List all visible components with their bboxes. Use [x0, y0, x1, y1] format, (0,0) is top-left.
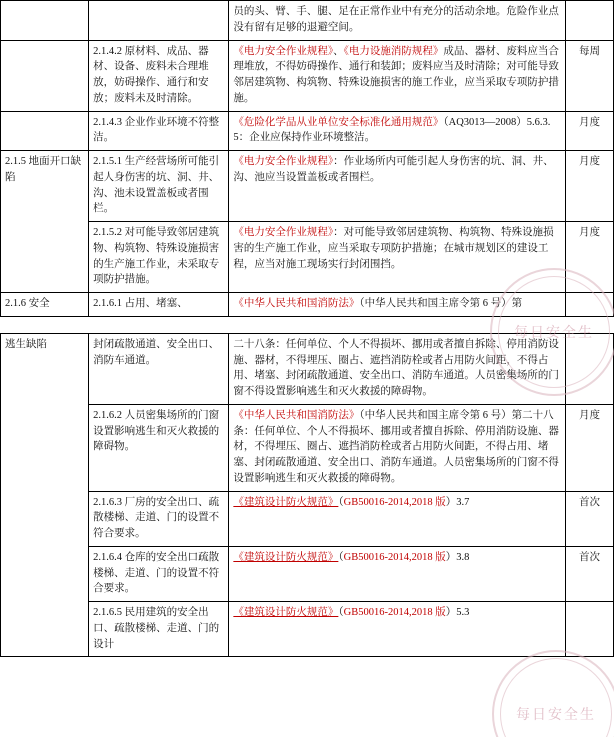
cell-frequency: 每周: [565, 40, 613, 111]
cell-category: 逃生缺陷: [1, 333, 89, 657]
cell-content: 员的头、臂、手、腿、足在正常作业中有充分的活动余地。危险作业点没有留有足够的退避空间。: [229, 1, 566, 41]
table-row: [1, 546, 614, 601]
table-row: [1, 151, 614, 222]
cell-item: 2.1.5.2 对可能导致邻居建筑物、构筑物、特殊设施损害的生产施工作业，未采取专项防护措施。: [89, 222, 229, 293]
cell-frequency: [565, 293, 613, 317]
cell-item: 2.1.4.3 企业作业环境不符整洁。: [89, 111, 229, 151]
cell-frequency: 月度: [565, 111, 613, 151]
cell-content: 《电力安全作业规程》：作业场所内可能引起人身伤害的坑、洞、井、沟、池应当设置盖板或者围栏。: [229, 151, 566, 222]
cell-category: [1, 111, 89, 151]
cell-category: 2.1.5 地面开口缺陷: [1, 151, 89, 293]
cell-content: 《建筑设计防火规范》（GB50016-2014,2018 版）3.7: [229, 491, 566, 546]
checklist-table-top: [0, 0, 614, 317]
cell-content: 《危险化学品从业单位安全标准化通用规范》（AQ3013—2008）5.6.3.5：企业应保持作业环境整洁。: [229, 111, 566, 151]
cell-frequency: [565, 1, 613, 41]
cell-content: 《电力安全作业规程》、《电力设施消防规程》成品、器材、废料应当合理堆放，不得妨碍操作、通行和装卸；废料应当及时清除；对可能导致邻居建筑物、构筑物、特殊设施损害的施工作业，应当采取专项防护措施。: [229, 40, 566, 111]
stamp-text: 每日安全生: [514, 324, 594, 340]
cell-item: 2.1.6.5 民用建筑的安全出口、疏散楼梯、走道、门的设计: [89, 602, 229, 657]
cell-content: 二十八条：任何单位、个人不得损坏、挪用或者擅自拆除、停用消防设施、器材，不得埋压、圈占、遮挡消防栓或者占用防火间距，不得占用、堵塞、封闭疏散通道、安全出口、消防车通道。人员密集场所的门窗不得设置影响逃生和灭火救援的障碍物。: [229, 333, 566, 404]
cell-item: [89, 1, 229, 41]
cell-item: 2.1.6.3 厂房的安全出口、疏散楼梯、走道、门的设置不符合要求。: [89, 491, 229, 546]
table-row: [1, 111, 614, 151]
table-row: [1, 40, 614, 111]
cell-content: 《建筑设计防火规范》（GB50016-2014,2018 版）5.3: [229, 602, 566, 657]
cell-frequency: 月度: [565, 222, 613, 293]
cell-category: [1, 1, 89, 41]
cell-frequency: [565, 602, 613, 657]
cell-frequency: 首次: [565, 491, 613, 546]
cell-category: 2.1.6 安全: [1, 293, 89, 317]
cell-item: 2.1.6.2 人员密集场所的门窗设置影响逃生和灭火救援的障碍物。: [89, 404, 229, 491]
stamp-inner-ring: [500, 658, 612, 737]
cell-frequency: 月度: [565, 404, 613, 491]
stamp-text: 每日安全生: [516, 706, 596, 722]
cell-content: 《中华人民共和国消防法》（中华人民共和国主席令第 6 号）第: [229, 293, 566, 317]
cell-content: 《电力安全作业规程》：对可能导致邻居建筑物、构筑物、特殊设施损害的生产施工作业，应当采取专项防护措施；在城市规划区的建设工程，应当对施工现场实行封闭围挡。: [229, 222, 566, 293]
table-row: [1, 602, 614, 657]
cell-item: 2.1.6.4 仓库的安全出口疏散楼梯、走道、门的设置不符合要求。: [89, 546, 229, 601]
cell-item: 封闭疏散通道、安全出口、消防车通道。: [89, 333, 229, 404]
cell-category: [1, 40, 89, 111]
cell-frequency: [565, 333, 613, 404]
cell-frequency: 首次: [565, 546, 613, 601]
table-row: [1, 222, 614, 293]
page-break-gap: [0, 317, 614, 333]
cell-item: 2.1.5.1 生产经营场所可能引起人身伤害的坑、洞、井、沟、池未设置盖板或者围栏。: [89, 151, 229, 222]
table-row: [1, 293, 614, 317]
table-row: [1, 491, 614, 546]
table-row: [1, 1, 614, 41]
cell-frequency: 月度: [565, 151, 613, 222]
cell-item: 2.1.4.2 原材料、成品、器材、设备、废料未合理堆放，妨碍操作、通行和安放；废料未及时清除。: [89, 40, 229, 111]
table-row: [1, 404, 614, 491]
watermark-stamp: [492, 650, 614, 737]
cell-content: 《建筑设计防火规范》（GB50016-2014,2018 版）3.8: [229, 546, 566, 601]
cell-item: 2.1.6.1 占用、堵塞、: [89, 293, 229, 317]
cell-content: 《中华人民共和国消防法》（中华人民共和国主席令第 6 号）第二十八条：任何单位、个人不得损坏、挪用或者擅自拆除、停用消防设施、器材，不得埋压、圈占、遮挡消防栓或者占用防火间距，不得占用、堵塞、封闭疏散通道、安全出口、消防车通道。人员密集场所的门窗不得设置影响逃生和灭火救援的障碍物。: [229, 404, 566, 491]
checklist-table-bottom: [0, 333, 614, 658]
table-row: [1, 333, 614, 404]
